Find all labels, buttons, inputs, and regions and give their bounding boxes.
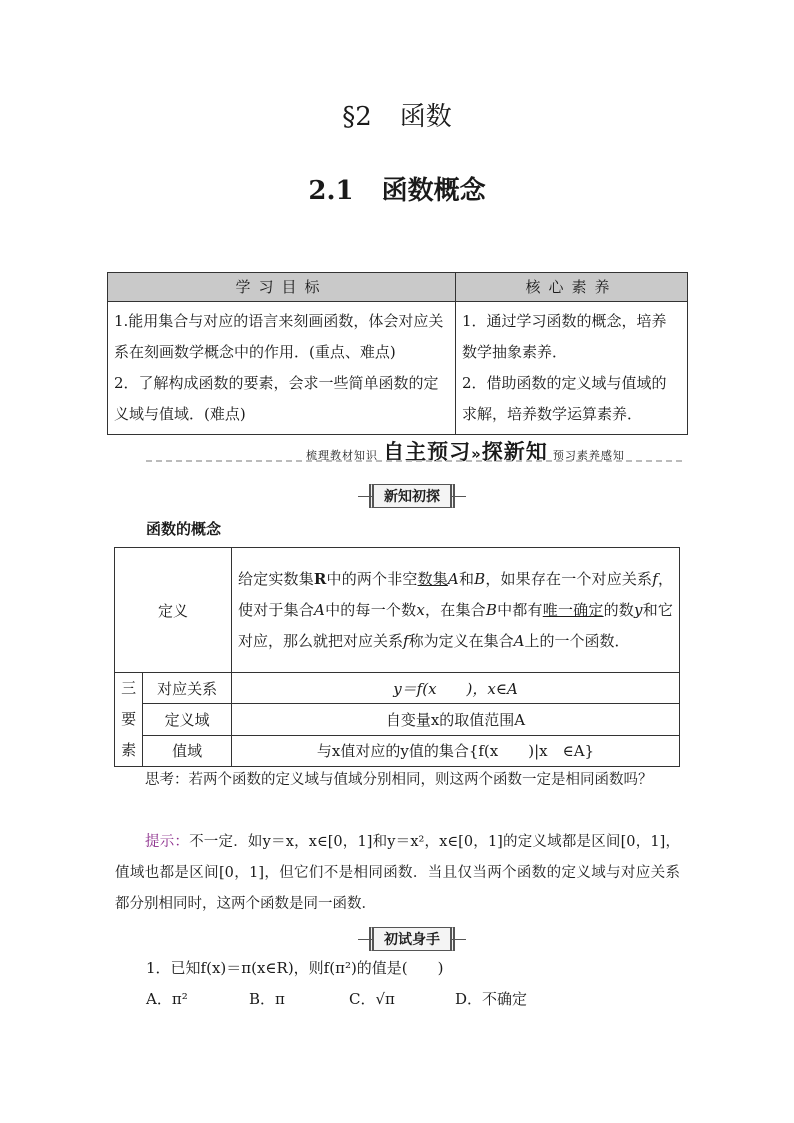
hint-paragraph (115, 827, 680, 920)
goals-table (107, 272, 688, 435)
banner-main-a: 自主预习 (383, 440, 472, 464)
hint-text: 不一定．如y＝x，x∈[0，1]和y＝x²，x∈[0，1]的定义域都是区间[0，1]，值域也都是区间[0，1]，但它们不是相同函数．当且仅当两个函数的定义域与对应关系都分别相同时，这两个函数是同一函数． (115, 834, 680, 912)
question-stem: 1．已知f(x)＝π(x∈R)，则f(π²)的值是( ) (146, 959, 444, 977)
goals-left-cell (108, 302, 456, 435)
banner-left-text: 梳理教材知识 (306, 449, 378, 462)
goal-item: 2．了解构成函数的要素，会求一些简单函数的定义域与值域．(难点) (114, 374, 439, 423)
subsection-number: 2.1 (308, 176, 354, 206)
section-banner (146, 436, 682, 468)
subsection-title (0, 170, 794, 207)
element-value-range: 与x值对应的y值的集合{f(x )|x ∈A} (232, 735, 680, 766)
option-b: B．π (249, 990, 285, 1008)
section-number: §2 (342, 102, 372, 132)
tag-new-knowledge-wrap (360, 484, 464, 508)
element-value-domain: 自变量x的取值范围A (232, 704, 680, 735)
concept-heading: 函数的概念 (146, 520, 222, 538)
banner-right-text: 预习素养感知 (552, 449, 625, 462)
three-elements-char: 要 (121, 710, 137, 728)
think-text: 若两个函数的定义域与值域分别相同，则这两个函数一定是相同函数吗？ (188, 772, 653, 788)
option-c: C．√π (349, 990, 395, 1008)
section-name: 函数 (399, 102, 452, 132)
hint-label: 提示： (145, 834, 190, 850)
goals-header-right: 核心素养 (456, 273, 688, 302)
option-a: A．π² (146, 990, 188, 1008)
goals-header-left: 学习目标 (108, 273, 456, 302)
three-elements-char: 素 (121, 741, 137, 759)
element-label-correspondence: 对应关系 (143, 673, 232, 704)
literacy-item: 2．借助函数的定义域与值域的求解，培养数学运算素养． (462, 374, 667, 423)
literacy-item: 1．通过学习函数的概念，培养数学抽象素养． (462, 312, 667, 361)
three-elements-char: 三 (121, 679, 137, 697)
concept-table (114, 547, 680, 767)
tag-try-it-wrap (360, 927, 464, 951)
definition-text: 给定实数集R中的两个非空数集A和B，如果存在一个对应关系f，使对于集合A中的每一个数x，在集合B中都有唯一确定的数y和它对应，那么就把对应关系f称为定义在集合A上的一个函数． (232, 548, 680, 673)
section-title (0, 96, 794, 133)
option-d: D．不确定 (455, 990, 528, 1008)
element-label-range: 值域 (143, 735, 232, 766)
think-label: 思考： (145, 772, 189, 788)
think-paragraph (115, 765, 680, 796)
subsection-name: 函数概念 (381, 176, 486, 206)
tag-new-knowledge: 新知初探 (369, 484, 455, 508)
three-elements-label (115, 673, 143, 767)
element-value-correspondence: y＝f(x )，x∈A (232, 673, 680, 704)
goal-item: 1.能用集合与对应的语言来刻画函数，体会对应关系在刻画数学概念中的作用．(重点、难点) (114, 312, 444, 361)
banner-divider (146, 460, 682, 462)
banner-arrow-icon: » (471, 445, 482, 463)
definition-label: 定义 (115, 548, 232, 673)
banner-main-b: 探新知 (481, 440, 548, 464)
element-label-domain: 定义域 (143, 704, 232, 735)
goals-right-cell (456, 302, 688, 435)
tag-try-it: 初试身手 (369, 927, 455, 951)
